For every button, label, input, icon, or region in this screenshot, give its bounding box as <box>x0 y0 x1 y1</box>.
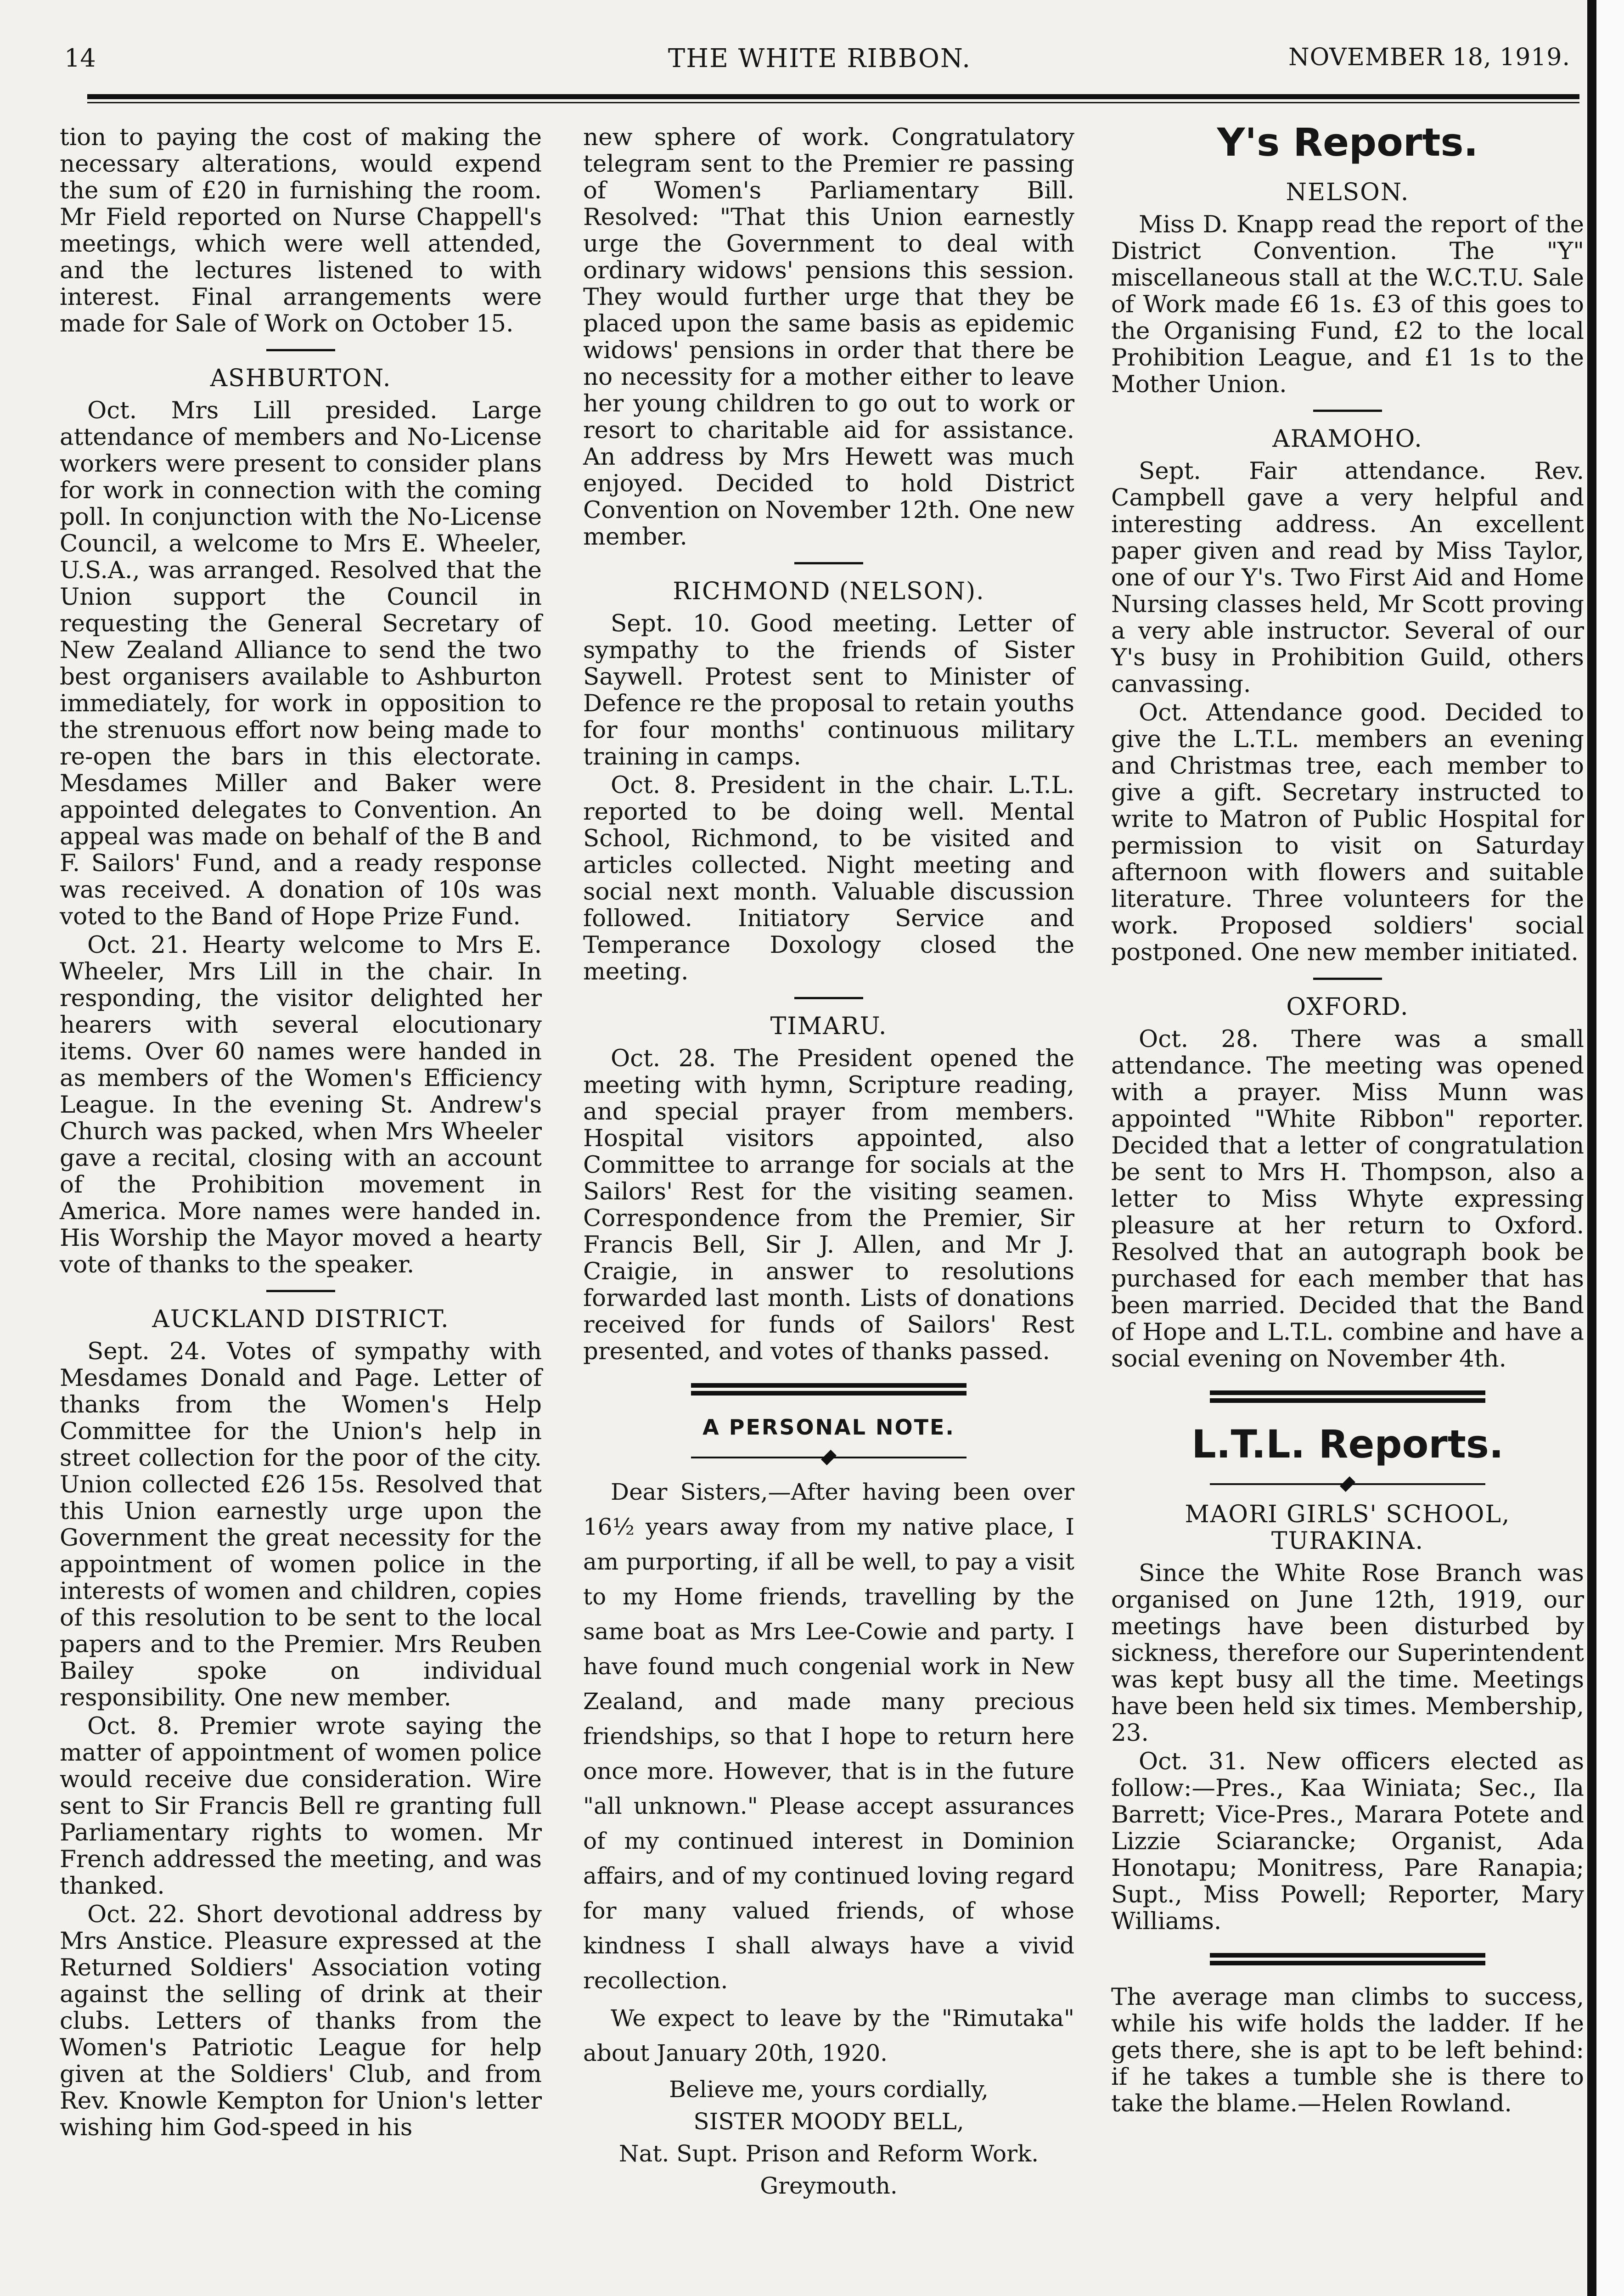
auckland-report-2: Oct. 8. Premier wrote saying the matter of appointment of women police would receive due consideration. Wire sent to Sir Francis Bell re granting full Parliamentary rights to women. Mr French addressed the meeting, and was thanked. <box>60 1712 542 1900</box>
column-1 <box>60 124 542 2143</box>
signoff-name: SISTER MOODY BELL, <box>693 2108 964 2135</box>
signoff-closing: Believe me, yours cordially, <box>669 2076 989 2103</box>
ornament-rule <box>1210 1481 1485 1487</box>
scan-edge-border <box>1587 0 1596 2296</box>
page-number: 14 <box>64 44 96 73</box>
scan-margin <box>1596 0 1624 2296</box>
section-divider <box>266 1290 335 1292</box>
double-rule <box>1210 1390 1485 1403</box>
issue-date: NOVEMBER 18, 1919. <box>1288 44 1570 71</box>
col1-intro: tion to paying the cost of making the necessary alterations, would expend the sum of £20 in furnishing the room. Mr Field reported on Nurse Chappell's meetings, which were well attended, and the lectures listened to with interest. Final arrangements were made for Sale of Work on October 15. <box>60 124 542 338</box>
double-rule <box>691 1383 967 1396</box>
column-2 <box>583 124 1074 2202</box>
aramoho-report-1: Sept. Fair attendance. Rev. Campbell gave a very helpful and interesting address. An excellent paper given and read by Miss Taylor, one of our Y's. Two First Aid and Home Nursing classes held, Mr Scott proving a very able instructor. Several of our Y's busy in Prohibition Guild, others canvassing. <box>1111 457 1584 698</box>
auckland-report-1: Sept. 24. Votes of sympathy with Mesdames Donald and Page. Letter of thanks from the Women's Help Committee for the Union's help in street collection for the poor of the city. Union collected £26 15s. Resolved that this Union earnestly urge upon the Government the great necessity for the appointment of women police in the interests of women and children, copies of this resolution to be sent to the local papers and to the Premier. Mrs Reuben Bailey spoke on individual responsibility. One new member. <box>60 1338 542 1711</box>
page-header <box>64 44 1575 80</box>
header-rule-thin <box>87 102 1579 103</box>
auckland-report-3: Oct. 22. Short devotional address by Mrs Anstice. Pleasure expressed at the Returned Soldiers' Association voting against the selling of drink at their clubs. Letters of thanks from the Women's Patriotic League for help given at the Soldiers' Club, and from Rev. Knowle Kempton for Union's letter wishing him God-speed in his <box>60 1901 542 2141</box>
heading-ltl-reports: L.T.L. Reports. <box>1191 1422 1504 1467</box>
heading-richmond: RICHMOND (NELSON). <box>673 578 985 605</box>
heading-oxford: OXFORD. <box>1286 993 1409 1021</box>
timaru-report-1: Oct. 28. The President opened the meeting with hymn, Scripture reading, and special prayer from members. Hospital visitors appointed, also Committee to arrange for socials at the Sailors' Rest for the visiting seamen. Correspondence from the Premier, Sir Francis Bell, Sir J. Allen, and Mr J. Craigie, in answer to resolutions forwarded last month. Lists of donations received for funds of Sailors' Rest presented, and votes of thanks passed. <box>583 1045 1074 1365</box>
column-3 <box>1111 120 1584 2119</box>
header-rule <box>87 94 1579 99</box>
heading-nelson: NELSON. <box>1286 179 1410 206</box>
nelson-report-1: Miss D. Knapp read the report of the District Convention. The "Y" miscellaneous stall at the W.C.T.U. Sale of Work made £6 1s. £3 of this goes to the Organising Fund, £2 to the local Prohibition League, and £1 1s to the Mother Union. <box>1111 211 1584 398</box>
heading-maori-girls-school: MAORI GIRLS' SCHOOL, TURAKINA. <box>1185 1501 1511 1555</box>
aramoho-report-2: Oct. Attendance good. Decided to give the L.T.L. members an evening and Christmas tree, each member to give a gift. Secretary instructed to write to Matron of Public Hospital for permission to visit on Saturday afternoon with flowers and suitable literature. Three volunteers for the work. Proposed soldiers' social postponed. One new member initiated. <box>1111 699 1584 966</box>
personal-note-body <box>583 1474 1074 2071</box>
personal-note-paragraph-2: We expect to leave by the "Rimutaka" about January 20th, 1920. <box>583 2005 1074 2066</box>
heading-ys-reports: Y's Reports. <box>1217 120 1478 165</box>
double-rule <box>1210 1953 1485 1965</box>
signoff-position: Nat. Supt. Prison and Reform Work. <box>618 2140 1039 2167</box>
ornament-rule <box>691 1454 967 1461</box>
section-divider <box>794 997 863 999</box>
signoff-place: Greymouth. <box>760 2172 898 2199</box>
section-divider <box>1313 978 1382 980</box>
ashburton-report-1: Oct. Mrs Lill presided. Large attendance of members and No-License workers were present to consider plans for work in connection with the coming poll. In conjunction with the No-License Council, a welcome to Mrs E. Wheeler, U.S.A., was arranged. Resolved that the Union support the Council in requesting the General Secretary of New Zealand Alliance to send the two best organisers available to Ashburton immediately, for work in opposition to the strenuous effort now being made to re-open the bars in this electorate. Mesdames Miller and Baker were appointed delegates to Convention. An appeal was made on behalf of the B and F. Sailors' Fund, and a ready response was received. A donation of 10s was voted to the Band of Hope Prize Fund. <box>60 397 542 930</box>
section-divider <box>794 562 863 564</box>
heading-personal-note: A PERSONAL NOTE. <box>702 1415 955 1440</box>
newspaper-title: THE WHITE RIBBON. <box>668 44 972 73</box>
heading-timaru: TIMARU. <box>770 1013 888 1040</box>
heading-auckland: AUCKLAND DISTRICT. <box>152 1306 450 1333</box>
oxford-report-1: Oct. 28. There was a small attendance. The meeting was opened with a prayer. Miss Munn was appointed "White Ribbon" reporter. Decided that a letter of congratulation be sent to Mrs H. Thompson, also a letter to Miss Whyte expressing pleasure at her return to Oxford. Resolved that an autograph book be purchased for each member that has been married. Decided that the Band of Hope and L.T.L. combine and have a social evening on November 4th. <box>1111 1025 1584 1373</box>
section-divider <box>1313 410 1382 412</box>
ashburton-report-2: Oct. 21. Hearty welcome to Mrs E. Wheeler, Mrs Lill in the chair. In responding, the visitor delighted her hearers with several elocutionary items. Over 60 names were handed in as members of the Women's Efficiency League. In the evening St. Andrew's Church was packed, when Mrs Wheeler gave a recital, closing with an account of the Prohibition movement in America. More names were handed in. His Worship the Mayor moved a hearty vote of thanks to the speaker. <box>60 931 542 1278</box>
maori-report-2: Oct. 31. New officers elected as follow:—Pres., Kaa Winiata; Sec., Ila Barrett; Vice-Pres., Marara Potete and Lizzie Sciarancke; Organist, Ada Honotapu; Monitress, Pare Ranapia; Supt., Miss Powell; Reporter, Mary Williams. <box>1111 1748 1584 1935</box>
col2-intro: new sphere of work. Congratulatory telegram sent to the Premier re passing of Women's Parliamentary Bill. Resolved: "That this Union earnestly urge the Government to deal with ordinary widows' pensions this session. They would further urge that they be placed upon the same basis as epidemic widows' pensions in order that there be no necessity for a mother either to leave her young children to go out to work or resort to charitable aid for assistance. An address by Mrs Hewett was much enjoyed. Decided to hold District Convention on November 12th. One new member. <box>583 124 1074 551</box>
maori-report-1: Since the White Rose Branch was organised on June 12th, 1919, our meetings have been disturbed by sickness, therefore our Superintendent was kept busy all the time. Meetings have been held six times. Membership, 23. <box>1111 1559 1584 1747</box>
richmond-report-2: Oct. 8. President in the chair. L.T.L. reported to be doing well. Mental School, Richmond, to be visited and articles collected. Night meeting and social next month. Valuable discussion followed. Initiatory Service and Temperance Doxology closed the meeting. <box>583 771 1074 985</box>
richmond-report-1: Sept. 10. Good meeting. Letter of sympathy to the friends of Sister Saywell. Protest sent to Minister of Defence re the proposal to retain youths for four months' continuous military training in camps. <box>583 610 1074 771</box>
closing-quote: The average man climbs to success, while his wife holds the ladder. If he gets there, she is apt to be left behind: if he takes a tumble she is there to take the blame.—Helen Rowland. <box>1111 1983 1584 2117</box>
personal-note-paragraph-1: Dear Sisters,—After having been over 16½ years away from my native place, I am purporting, if all be well, to pay a visit to my Home friends, travelling by the same boat as Mrs Lee-Cowie and party. I have found much congenial work in New Zealand, and made many precious friendships, so that I hope to return here once more. However, that is in the future "all unknown." Please accept assurances of my continued interest in Dominion affairs, and of my continued loving regard for many valued friends, of whose kindness I shall always have a vivid recollection. <box>583 1479 1074 1994</box>
heading-ashburton: ASHBURTON. <box>210 365 392 392</box>
section-divider <box>266 349 335 351</box>
heading-aramoho: ARAMOHO. <box>1272 425 1423 453</box>
personal-note-signoff <box>583 2073 1074 2202</box>
